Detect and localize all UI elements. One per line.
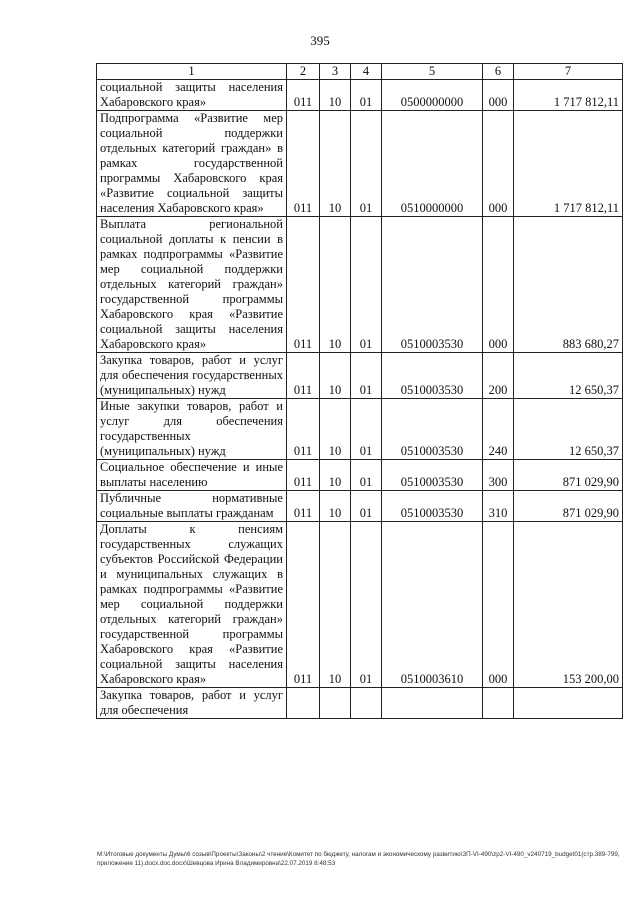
row-expense: 000	[483, 522, 514, 688]
row-expense: 300	[483, 460, 514, 491]
row-subsection: 01	[351, 399, 382, 460]
row-target: 0500000000	[382, 80, 483, 111]
row-ministry: 011	[287, 460, 320, 491]
row-subsection: 01	[351, 217, 382, 353]
table-row	[97, 217, 623, 353]
row-target: 0510000000	[382, 111, 483, 217]
row-expense: 200	[483, 353, 514, 399]
header-col-7: 7	[514, 64, 623, 80]
row-ministry: 011	[287, 399, 320, 460]
row-section: 10	[320, 399, 351, 460]
row-amount: 12 650,37	[514, 353, 623, 399]
row-amount: 871 029,90	[514, 491, 623, 522]
row-name: Закупка товаров, работ и услуг для обеспечения государственных (муниципальных) нужд	[97, 353, 287, 399]
header-col-6: 6	[483, 64, 514, 80]
row-amount: 871 029,90	[514, 460, 623, 491]
row-expense: 000	[483, 111, 514, 217]
row-ministry: 011	[287, 491, 320, 522]
row-expense: 000	[483, 80, 514, 111]
header-col-2: 2	[287, 64, 320, 80]
row-subsection: 01	[351, 460, 382, 491]
row-section: 10	[320, 460, 351, 491]
row-section: 10	[320, 522, 351, 688]
row-subsection: 01	[351, 522, 382, 688]
file-path-footer: M:\Итоговые документы Думы\6 созыв\Проекты\Законы\2 чтение\Комитет по бюджету, налогам и экономическому развитию\ЗП-VI-490\zp2-VI-490_v240719_budget01(стр.389-799, приложение 11).docx.doc.docx\Шевцова Ирина Владимировна\22.07.2019 8:48:53	[97, 851, 620, 867]
row-name: Доплаты к пенсиям государственных служащих субъектов Российской Федерации и муниципальных служащих в рамках подпрограммы «Развитие мер социальной поддержки отдельных категорий граждан» государственной программы Хабаровского края «Развитие социальной защиты населения Хабаровского края»	[97, 522, 287, 688]
row-name: социальной защиты населения Хабаровского края»	[97, 80, 287, 111]
row-amount: 12 650,37	[514, 399, 623, 460]
table-row	[97, 522, 623, 688]
row-target: 0510003530	[382, 217, 483, 353]
row-amount: 1 717 812,11	[514, 111, 623, 217]
page-number: 395	[310, 33, 330, 48]
row-expense: 240	[483, 399, 514, 460]
table-row	[97, 491, 623, 522]
row-amount: 1 717 812,11	[514, 80, 623, 111]
table-row	[97, 111, 623, 217]
row-name: Выплата региональной социальной доплаты к пенсии в рамках подпрограммы «Развитие мер социальной поддержки отдельных категорий граждан» государственной программы Хабаровского края «Развитие социальной защиты населения Хабаровского края»	[97, 217, 287, 353]
row-subsection: 01	[351, 80, 382, 111]
row-subsection: 01	[351, 491, 382, 522]
row-amount: 883 680,27	[514, 217, 623, 353]
row-ministry: 011	[287, 522, 320, 688]
table-row	[97, 460, 623, 491]
row-section	[320, 688, 351, 719]
row-amount: 153 200,00	[514, 522, 623, 688]
row-section: 10	[320, 353, 351, 399]
row-name: Подпрограмма «Развитие мер социальной поддержки отдельных категорий граждан» в рамках государственной программы Хабаровского края «Развитие социальной защиты населения Хабаровского края»	[97, 111, 287, 217]
table-row	[97, 353, 623, 399]
row-section: 10	[320, 80, 351, 111]
row-ministry	[287, 688, 320, 719]
row-name: Иные закупки товаров, работ и услуг для обеспечения государственных (муниципальных) нужд	[97, 399, 287, 460]
row-expense: 000	[483, 217, 514, 353]
row-section: 10	[320, 217, 351, 353]
row-amount	[514, 688, 623, 719]
row-subsection: 01	[351, 111, 382, 217]
row-target: 0510003530	[382, 460, 483, 491]
row-expense: 310	[483, 491, 514, 522]
row-ministry: 011	[287, 111, 320, 217]
row-name: Закупка товаров, работ и услуг для обеспечения	[97, 688, 287, 719]
row-ministry: 011	[287, 353, 320, 399]
row-section: 10	[320, 491, 351, 522]
budget-table	[96, 63, 623, 719]
row-subsection	[351, 688, 382, 719]
row-target: 0510003610	[382, 522, 483, 688]
row-name: Социальное обеспечение и иные выплаты населению	[97, 460, 287, 491]
header-col-3: 3	[320, 64, 351, 80]
header-col-1: 1	[97, 64, 287, 80]
row-target: 0510003530	[382, 491, 483, 522]
row-target: 0510003530	[382, 353, 483, 399]
row-section: 10	[320, 111, 351, 217]
row-target: 0510003530	[382, 399, 483, 460]
row-ministry: 011	[287, 80, 320, 111]
row-ministry: 011	[287, 217, 320, 353]
row-target	[382, 688, 483, 719]
header-row	[97, 64, 623, 80]
header-col-5: 5	[382, 64, 483, 80]
row-name: Публичные нормативные социальные выплаты гражданам	[97, 491, 287, 522]
row-expense	[483, 688, 514, 719]
table-row	[97, 399, 623, 460]
header-col-4: 4	[351, 64, 382, 80]
table-row	[97, 80, 623, 111]
table-row	[97, 688, 623, 719]
row-subsection: 01	[351, 353, 382, 399]
